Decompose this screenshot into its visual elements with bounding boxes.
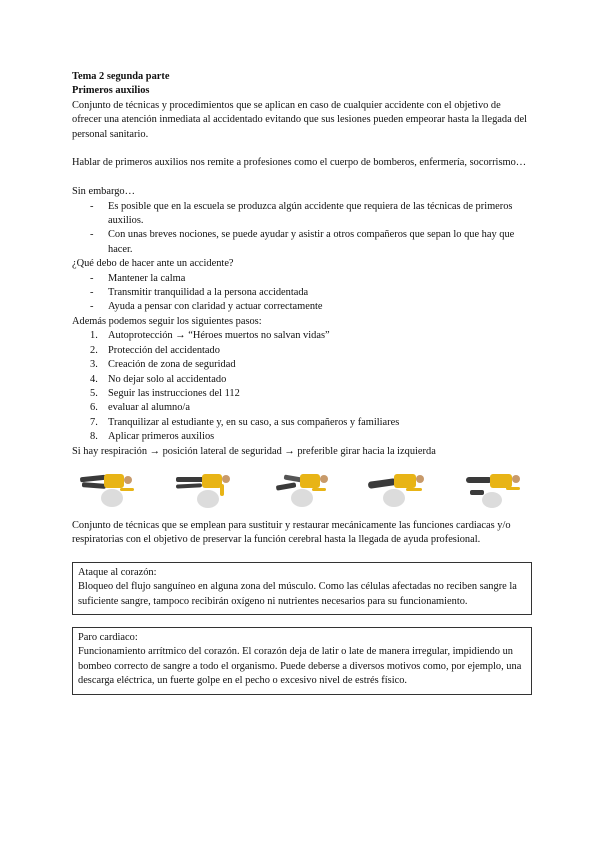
cardiac-arrest-body: Funcionamiento arrítmico del corazón. El corazón deja de latir o late de manera irregular, impidiendo un bombeo correcto de sangre a todo el organismo. Puede deberse a diversos motivos como, por ejemplo, una descarga eléctrica, un fuerte golpe en el pecho o excesivo nivel de estrés físico.: [78, 646, 522, 687]
respiracion-line: Si hay respiración → posición lateral de seguridad → preferible girar hacia la izquierda: [72, 445, 436, 457]
heart-attack-box: [72, 562, 532, 615]
cardiac-arrest-box: [72, 627, 532, 695]
list-item: - Mantener la calma: [72, 272, 532, 286]
document-heading: Tema 2 segunda parte: [72, 71, 170, 82]
rcp-definition: Conjunto de técnicas que se emplean para sustituir y restaurar mecánicamente las funciones cardiacas y/o respiratorias con el objetivo de preservar la función cerebral hasta la llegada de ayuda profesional.: [72, 519, 511, 546]
list-item: - Transmitir tranquilidad a la persona accidentada: [72, 286, 532, 300]
list-item: - Ayuda a pensar con claridad y actuar correctamente: [72, 300, 532, 314]
list-item: - Con unas breves nociones, se puede ayudar y asistir a otros compañeros que sepan lo que hay que hacer.: [72, 228, 532, 257]
recovery-step-2-image: [172, 468, 240, 510]
pasos-title: Además podemos seguir los siguientes pasos:: [72, 315, 262, 327]
list-item: - Es posible que en la escuela se produzca algún accidente que requiera de las técnicas de primeros auxilios.: [72, 200, 532, 229]
recovery-step-3-image: [268, 468, 336, 510]
que-hacer-list: [72, 272, 532, 315]
sin-embargo-label: Sin embargo…: [72, 186, 136, 198]
sin-embargo-list: [72, 200, 532, 258]
cardiac-arrest-title: Paro cardiaco:: [78, 631, 138, 643]
document-page: [72, 70, 532, 695]
list-item: 7. Tranquilizar al estudiante y, en su caso, a sus compañeros y familiares: [90, 416, 400, 428]
recovery-position-figures: [72, 463, 532, 515]
section-title: Primeros auxilios: [72, 85, 150, 97]
intro-paragraph: Conjunto de técnicas y procedimientos que se aplican en caso de cualquier accidente con el objetivo de ofrecer una atención inmediata al accidentado evitando que sus lesiones pueden empeorar hasta la llegada del personal sanitario.: [72, 99, 527, 140]
list-item: 5. Seguir las instrucciones del 112: [90, 387, 240, 399]
pasos-list: [72, 329, 532, 444]
list-item: 8. Aplicar primeros auxilios: [90, 431, 215, 443]
professions-paragraph: Hablar de primeros auxilios nos remite a profesiones como el cuerpo de bomberos, enfermería, socorrismo…: [72, 157, 527, 169]
recovery-step-1-image: [76, 468, 144, 510]
list-item: 3. Creación de zona de seguridad: [90, 359, 236, 371]
recovery-step-4-image: [364, 468, 432, 510]
recovery-step-5-image: [460, 468, 528, 510]
que-hacer-title: ¿Qué debo de hacer ante un accidente?: [72, 258, 234, 270]
list-item: 1. Autoprotección → “Héroes muertos no salvan vidas”: [90, 330, 330, 342]
heart-attack-body: Bloqueo del flujo sanguíneo en alguna zona del músculo. Como las células afectadas no reciben sangre la suficiente sangre, tampoco recibirán oxígeno ni nutrientes necesarios para su funcionamiento.: [78, 581, 517, 607]
list-item: 6. evaluar al alumno/a: [90, 402, 190, 414]
list-item: 4. No dejar solo al accidentado: [90, 373, 227, 385]
heart-attack-title: Ataque al corazón:: [78, 566, 157, 578]
list-item: 2. Protección del accidentado: [90, 344, 220, 356]
